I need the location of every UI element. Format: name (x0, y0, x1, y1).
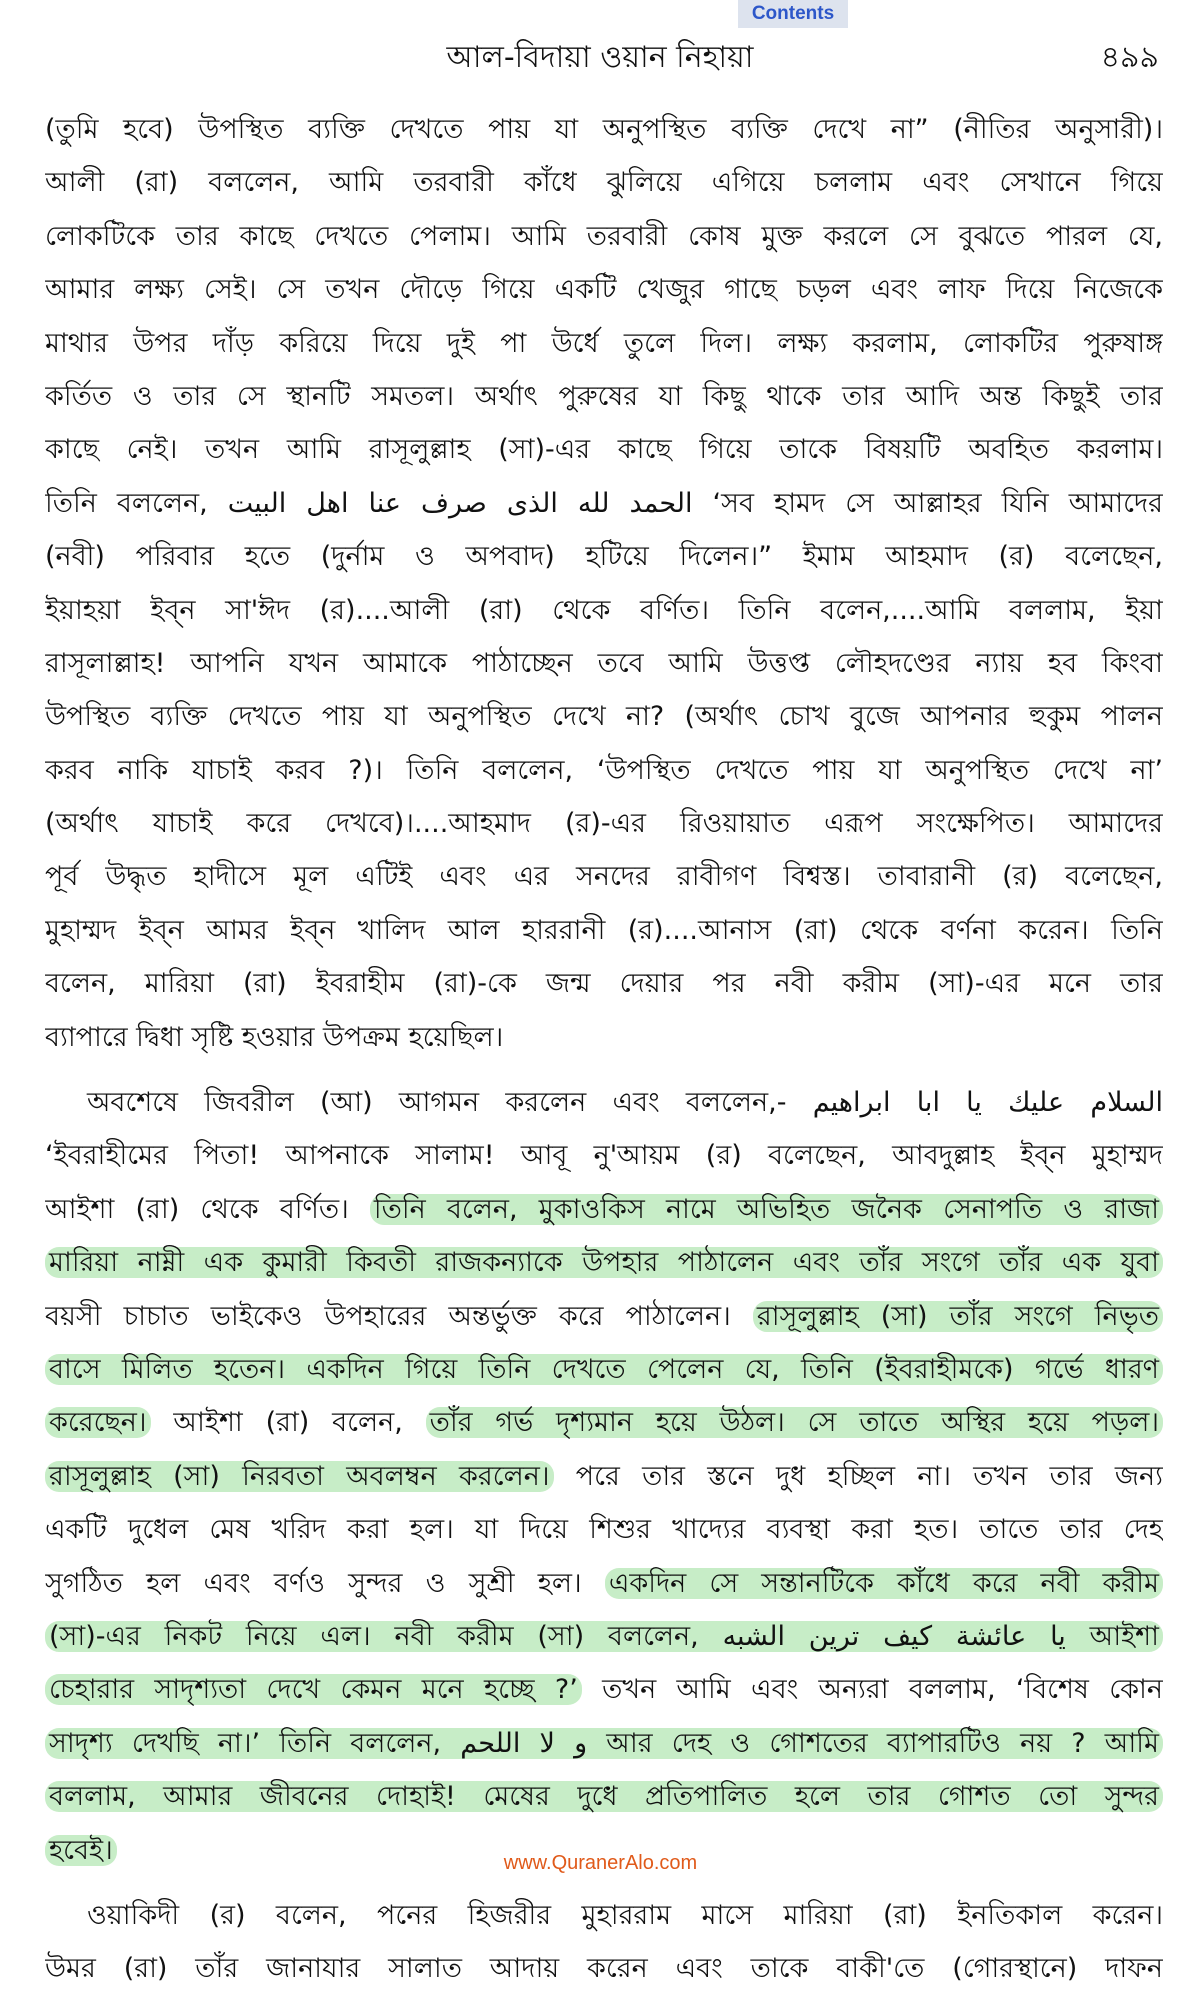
text-line: রাসূলাল্লাহ! আপনি যখন আমাকে পাঠাচ্ছেন তবে আমি উত্তপ্ত লৌহদণ্ডের ন্যায় হব কিংবা (45, 647, 1163, 679)
text-line (45, 1290, 1163, 1343)
text-segment: পরে তার স্তনে দুধ হচ্ছিল না। তখন তার জন্য (575, 1460, 1163, 1492)
text-line: (নবী) পরিবার হতে (দুর্নাম ও অপবাদ) হটিয়ে দিলেন।” ইমাম আহমাদ (র) বলেছেন, (45, 541, 1163, 573)
highlighted-text: চেহারার সাদৃশ্যতা দেখে কেমন মনে হচ্ছে ?’ (45, 1674, 582, 1705)
highlighted-text (45, 1621, 1163, 1652)
paragraph-1 (45, 103, 1163, 1064)
text-line (45, 1236, 1163, 1289)
text-line (45, 1450, 1163, 1503)
text-line: উমর (রা) তাঁর জানাযার সালাত আদায় করেন এবং তাকে বাকী'তে (গোরস্থানে) দাফন (45, 1953, 1163, 1985)
text-segment: আইশা (রা) থেকে বর্ণিত। (45, 1193, 349, 1225)
contents-button[interactable]: Contents (738, 0, 848, 28)
text-line: উপস্থিত ব্যক্তি দেখতে পায় যা অনুপস্থিত দেখে না? (অর্থাৎ চোখ বুজে আপনার হুকুম পালন (45, 701, 1163, 733)
text-segment: সাদৃশ্য দেখছি না।’ তিনি বললেন, (49, 1727, 442, 1759)
paragraph-3 (45, 1889, 1163, 1996)
text-line: একটি দুধেল মেষ খরিদ করা হল। যা দিয়ে শিশুর খাদ্যের ব্যবস্থা করা হত। তাতে তার দেহ (45, 1514, 1163, 1546)
highlighted-text: বললাম, আমার জীবনের দোহাই! মেষের দুধে প্রতিপালিত হলে তার গোশত তো সুন্দর (45, 1781, 1163, 1812)
text-line (45, 1396, 1163, 1449)
text-segment: আর দেহ ও গোশতের ব্যাপারটিও নয় ? আমি (606, 1727, 1159, 1759)
text-segment: ‘সব হামদ সে আল্লাহর যিনি আমাদের (712, 487, 1163, 519)
arabic-quote: يا عائشة كيف ترين الشبه (722, 1620, 1066, 1652)
text-line: করব নাকি যাচাই করব ?)। তিনি বললেন, ‘উপস্থিত দেখতে পায় যা অনুপস্থিত দেখে না’ (45, 754, 1163, 786)
text-line: ইয়াহয়া ইব্‌ন সা'ঈদ (র)....আলী (রা) থেকে বর্ণিত। তিনি বলেন,....আমি বললাম, ইয়া (45, 594, 1163, 626)
highlighted-text: হবেই। (45, 1835, 117, 1866)
text-segment: (সা)-এর নিকট নিয়ে এল। নবী করীম (সা) বললেন, (49, 1620, 699, 1652)
running-title: আল-বিদায়া ওয়ান নিহায়া (446, 40, 754, 75)
text-line (45, 1183, 1163, 1236)
text-segment: আইশা (1089, 1620, 1159, 1652)
text-segment: অবশেষে জিবরীল (আ) আগমন করলেন এবং বললেন,- (87, 1087, 787, 1119)
arabic-quote: السلام عليك يا ابا ابراهيم (812, 1087, 1163, 1119)
text-line: কর্তিত ও তার সে স্থানটি সমতল। অর্থাৎ পুরুষের যা কিছু থাকে তার আদি অন্ত কিছুই তার (45, 380, 1163, 412)
text-line: পূর্ব উদ্ধৃত হাদীসে মূল এটিই এবং এর সনদের রাবীগণ বিশ্বস্ত। তাবারানী (র) বলেছেন, (45, 861, 1163, 893)
text-line (45, 1717, 1163, 1770)
arabic-quote: و لا اللحم (460, 1727, 588, 1759)
text-line: লোকটিকে তার কাছে দেখতে পেলাম। আমি তরবারী কোষ মুক্ত করলে সে বুঝতে পারল যে, (45, 220, 1163, 252)
text-line (45, 1610, 1163, 1663)
text-line: (তুমি হবে) উপস্থিত ব্যক্তি দেখতে পায় যা অনুপস্থিত ব্যক্তি দেখে না” (নীতির অনুসারী)। (45, 114, 1163, 145)
paragraph-2 (45, 1076, 1163, 1877)
text-segment: আইশা (রা) বলেন, (173, 1407, 403, 1439)
text-line (45, 1557, 1163, 1610)
text-line: আলী (রা) বললেন, আমি তরবারী কাঁধে ঝুলিয়ে এগিয়ে চললাম এবং সেখানে গিয়ে (45, 167, 1163, 199)
text-line: ব্যাপারে দ্বিধা সৃষ্টি হওয়ার উপক্রম হয়েছিল। (45, 1021, 504, 1053)
text-line: বলেন, মারিয়া (রা) ইবরাহীম (রা)-কে জন্ম দেয়ার পর নবী করীম (সা)-এর মনে তার (45, 968, 1163, 1000)
highlighted-text: রাসূলুল্লাহ (সা) নিরবতা অবলম্বন করলেন। (45, 1461, 554, 1492)
text-line (45, 1076, 1163, 1129)
highlighted-text: করেছেন। (45, 1407, 151, 1438)
text-line (45, 1343, 1163, 1396)
text-line: কাছে নেই। তখন আমি রাসূলুল্লাহ (সা)-এর কাছে গিয়ে তাকে বিষয়টি অবহিত করলাম। (45, 434, 1163, 466)
text-line: মুহাম্মদ ইব্‌ন আমর ইব্‌ন খালিদ আল হাররানী (র)....আনাস (রা) থেকে বর্ণনা করেন। তিনি (45, 914, 1163, 946)
text-segment: তিনি বললেন, (45, 487, 208, 519)
text-segment: তখন আমি এবং অন্যরা বললাম, ‘বিশেষ কোন (602, 1674, 1163, 1706)
arabic-quote: الحمد لله الذى صرف عنا اهل البيت (227, 487, 693, 519)
highlighted-text: বাসে মিলিত হতেন। একদিন গিয়ে তিনি দেখতে পেলেন যে, তিনি (ইবরাহীমকে) গর্ভে ধারণ (45, 1354, 1163, 1385)
text-line (45, 1663, 1163, 1716)
highlighted-text: একদিন সে সন্তানটিকে কাঁধে করে নবী করীম (605, 1568, 1163, 1599)
highlighted-text: রাসূলুল্লাহ (সা) তাঁর সংগে নিভৃত (753, 1301, 1163, 1332)
text-line (45, 477, 1163, 530)
text-segment: বয়সী চাচাত ভাইকেও উপহারের অন্তর্ভুক্ত করে পাঠালেন। (45, 1300, 731, 1332)
text-line: মাথার উপর দাঁড় করিয়ে দিয়ে দুই পা উর্ধে তুলে দিল। লক্ষ্য করলাম, লোকটির পুরুষাঙ্গ (45, 327, 1163, 359)
text-line (45, 1770, 1163, 1823)
text-line: ‘ইবরাহীমের পিতা! আপনাকে সালাম! আবূ নু'আয়ম (র) বলেছেন, আবদুল্লাহ ইব্‌ন মুহাম্মদ (45, 1140, 1163, 1172)
highlighted-text: তিনি বলেন, মুকাওকিস নামে অভিহিত জনৈক সেনাপতি ও রাজা (370, 1194, 1163, 1225)
text-line: ওয়াকিদী (র) বলেন, পনের হিজরীর মুহাররাম মাসে মারিয়া (রা) ইনতিকাল করেন। (87, 1899, 1163, 1931)
page-body (45, 103, 1163, 1996)
highlighted-text: তাঁর গর্ভ দৃশ্যমান হয়ে উঠল। সে তাতে অস্থির হয়ে পড়ল। (426, 1407, 1163, 1438)
text-line: আমার লক্ষ্য সেই। সে তখন দৌড়ে গিয়ে একটি খেজুর গাছে চড়ল এবং লাফ দিয়ে নিজেকে (45, 274, 1163, 306)
highlighted-text: মারিয়া নাম্নী এক কুমারী কিবতী রাজকন্যাকে উপহার পাঠালেন এবং তাঁর সংগে তাঁর এক যুবা (45, 1247, 1163, 1278)
footer-website-link[interactable]: www.QuranerAlo.com (503, 1852, 698, 1874)
text-line: (অর্থাৎ যাচাই করে দেখবে)।....আহমাদ (র)-এর রিওয়ায়াত এরূপ সংক্ষেপিত। আমাদের (45, 808, 1163, 840)
text-segment: সুগঠিত হল এবং বর্ণও সুন্দর ও সুশ্রী হল। (45, 1567, 582, 1599)
highlighted-text (45, 1728, 1163, 1759)
page-number: ৪৯৯ (1100, 40, 1159, 75)
